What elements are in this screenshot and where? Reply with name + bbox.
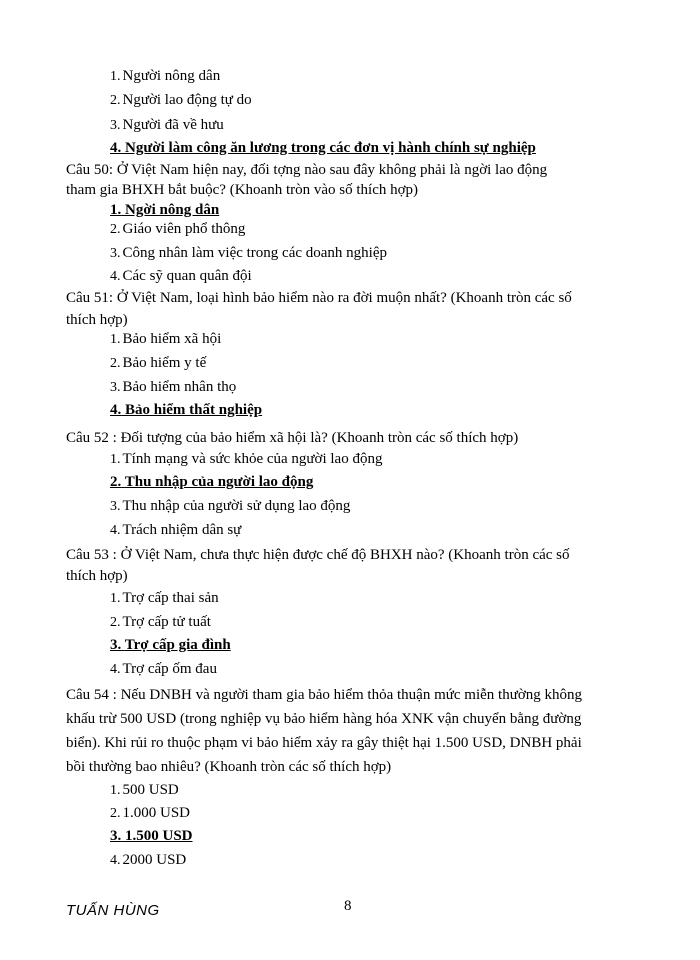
option-q53-4: 4. Trợ cấp ốm đau — [110, 661, 217, 677]
page-number: 8 — [344, 898, 352, 914]
question-50-line1: Câu 50: Ở Việt Nam hiện nay, đối tợng nào sau đây không phải là ngời lao động — [66, 162, 548, 178]
question-54-line4: bồi thường bao nhiêu? (Khoanh tròn các số thích hợp) — [66, 759, 392, 775]
option-q54-4: 4. 2000 USD — [110, 852, 187, 868]
option-q51-2: 2. Bảo hiểm y tế — [110, 355, 207, 371]
option-q53-1: 1. Trợ cấp thai sản — [110, 590, 219, 606]
option-q51-4-answer: 4. Bảo hiểm thất nghiệp — [110, 402, 263, 418]
option-q52-3: 3. Thu nhập của người sử dụng lao động — [110, 498, 351, 514]
option-q51-1: 1. Bảo hiểm xã hội — [110, 331, 222, 347]
option-q54-2: 2. 1.000 USD — [110, 805, 191, 821]
footer-author: TUẤN HÙNG — [66, 902, 160, 919]
option-q50-3: 3. Công nhân làm việc trong các doanh nghiệp — [110, 245, 388, 261]
option-q49-2: 2. Người lao động tự do — [110, 92, 252, 108]
option-q52-1: 1. Tính mạng và sức khỏe của người lao động — [110, 451, 383, 467]
option-q52-2-answer: 2. Thu nhập của người lao động — [110, 474, 314, 490]
question-53-line1: Câu 53 : Ở Việt Nam, chưa thực hiện được chế độ BHXH nào? (Khoanh tròn các số — [66, 547, 570, 563]
option-q50-1-answer: 1. Ngời nông dân — [110, 202, 220, 218]
question-54-line2: khấu trừ 500 USD (trong nghiệp vụ bảo hiểm hàng hóa XNK vận chuyển bằng đường — [66, 711, 582, 727]
option-q49-3: 3. Người đã về hưu — [110, 117, 224, 133]
option-q54-3-answer: 3. 1.500 USD — [110, 828, 193, 844]
option-q51-3: 3. Bảo hiểm nhân thọ — [110, 379, 237, 395]
question-50-line2: tham gia BHXH bắt buộc? (Khoanh tròn vào số thích hợp) — [66, 182, 419, 198]
option-q50-4: 4. Các sỹ quan quân đội — [110, 268, 252, 284]
question-51-line1: Câu 51: Ở Việt Nam, loại hình bảo hiểm nào ra đời muộn nhất? (Khoanh tròn các số — [66, 290, 572, 306]
question-51-line2: thích hợp) — [66, 312, 128, 328]
option-q54-1: 1. 500 USD — [110, 782, 179, 798]
question-52-line1: Câu 52 : Đối tượng của bảo hiểm xã hội là? (Khoanh tròn các số thích hợp) — [66, 430, 519, 446]
option-q49-4-answer: 4. Người làm công ăn lương trong các đơn vị hành chính sự nghiệp — [110, 140, 536, 156]
option-q52-4: 4. Trách nhiệm dân sự — [110, 522, 242, 538]
question-53-line2: thích hợp) — [66, 568, 128, 584]
question-54-line1: Câu 54 : Nếu DNBH và người tham gia bảo hiểm thỏa thuận mức miễn thường không — [66, 687, 583, 703]
question-54-line3: biển). Khi rủi ro thuộc phạm vi bảo hiểm xảy ra gây thiệt hại 1.500 USD, DNBH phải — [66, 735, 582, 751]
option-q53-2: 2. Trợ cấp tử tuất — [110, 614, 211, 630]
option-q49-1: 1. Người nông dân — [110, 68, 221, 84]
option-q53-3-answer: 3. Trợ cấp gia đình — [110, 637, 231, 653]
option-q50-2: 2. Giáo viên phổ thông — [110, 221, 246, 237]
